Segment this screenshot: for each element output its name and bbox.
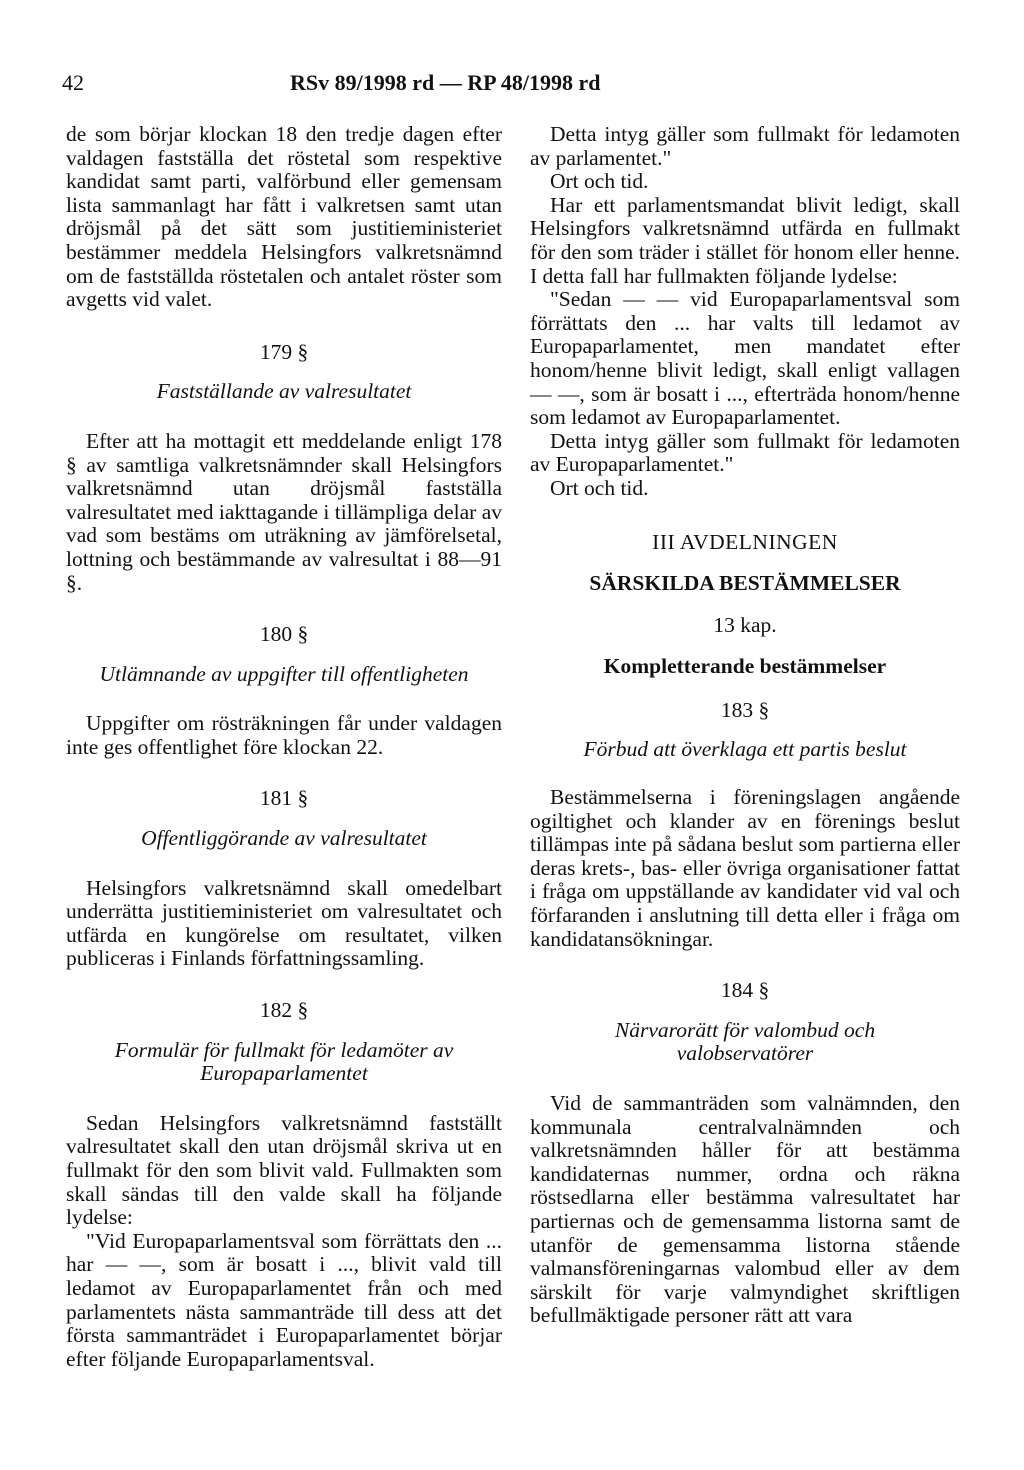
section-180-title: Utlämnande av uppgifter till offentligheten	[99, 661, 469, 686]
section-181-text: Helsingfors valkretsnämnd skall omedelbart underrätta justitieministeriet om valresultatet och utfärda en kungörelse om resultatet, vilken publiceras i Finlands författningssamling.	[66, 875, 502, 971]
section-184-number: 184 §	[720, 978, 770, 1003]
section-182-text-1: Sedan Helsingfors valkretsnämnd fastställt valresultatet skall den utan dröjsmål skriva ut en fullmakt för den som blivit vald. Fullmakten som skall sändas till den valde skall ha följande lydelse:	[66, 1110, 502, 1230]
section-184-text: Vid de sammanträden som valnämnden, den kommunala centralvalnämnden och valkretsnämnden håller för att bestämma kandidaternas nummer, ordna och räkna röstsedlarna eller bestämma valresultatet har partiernas och de gemensamma listorna samt de utanför de gemensamma listorna stående valmansföreningarnas valombud eller av dem särskilt för varje valmyndighet skriftligen befullmäktigade personer rätt att vara	[530, 1091, 960, 1328]
paragraph-sedan: "Sedan — — vid Europaparlamentsval som förrättats den ... har valts till ledamot av Europaparlamentet, men mandatet efter honom/henne blivit ledigt, skall enligt vallagen — —, som är bosatt i ..., efterträda honom/henne som ledamot av Europaparlamentet.	[530, 287, 960, 430]
intro-paragraph: de som börjar klockan 18 den tredje dagen efter valdagen fastställa det röstetal som respektive kandidat samt parti, valförbund eller gemensam lista sammanlagt har fått i valkretsen samt utan dröjsmål på det sätt som justitieministeriet bestämmer meddela Helsingfors valkretsnämnd om de fastställda röstetalen och antalet röster som avgetts vid valet.	[66, 122, 502, 312]
part-heading: III AVDELNINGEN	[652, 529, 838, 554]
section-181-title: Offentliggörande av valresultatet	[141, 826, 427, 851]
running-head: RSv 89/1998 rd — RP 48/1998 rd	[290, 70, 601, 95]
paragraph-ort-1: Ort och tid.	[550, 169, 649, 194]
left-column	[66, 123, 502, 1371]
chapter-title: Kompletterande bestämmelser	[603, 654, 887, 679]
section-183-title: Förbud att överklaga ett partis beslut	[583, 737, 907, 762]
section-179-text: Efter att ha mottagit ett meddelande enligt 178 § av samtliga valkretsnämnder skall Helsingfors valkretsnämnd utan dröjsmål fastställa valresultatet med iakttagande i tillämpliga delar av vad som bestäms om uträkning av jämförelsetal, lottning och bestämmande av valresultat i 88—91 §.	[66, 428, 502, 595]
section-182-number: 182 §	[259, 998, 309, 1023]
paragraph-mandat-ledigt: Har ett parlamentsmandat blivit ledigt, skall Helsingfors valkretsnämnd utfärda en fullmakt för den som träder i stället för honom eller henne. I detta fall har fullmakten följande lydelse:	[530, 192, 960, 288]
paragraph-ort-2: Ort och tid.	[550, 475, 649, 500]
right-column	[530, 123, 960, 1328]
section-180-number: 180 §	[259, 622, 309, 647]
section-180-text: Uppgifter om rösträkningen får under valdagen inte ges offentlighet före klockan 22.	[66, 711, 502, 759]
section-181-number: 181 §	[259, 786, 309, 811]
section-184-title: Närvarorätt för valombud och valobservatörer	[614, 1017, 876, 1066]
page-number: 42	[62, 70, 84, 95]
section-182-title: Formulär för fullmakt för ledamöter av Europaparlamentet	[114, 1037, 454, 1086]
part-title: SÄRSKILDA BESTÄMMELSER	[589, 571, 901, 596]
paragraph-intyg-2: Detta intyg gäller som fullmakt för ledamoten av Europaparlamentet."	[530, 428, 960, 477]
section-183-number: 183 §	[720, 697, 770, 722]
section-182-text-2: "Vid Europaparlamentsval som förrättats den ... har — —, som är bosatt i ..., blivit vald till ledamot av Europaparlamentet från och med parlamentets nästa sammanträde till dess att det första sammanträdet i Europaparlamentet börjar efter följande Europaparlamentsval.	[66, 1228, 502, 1371]
section-183-text: Bestämmelserna i föreningslagen angående ogiltighet och klander av en förenings beslut tillämpas inte på sådana beslut som partierna eller deras krets-, bas- eller övriga organisationer fattat i fråga om uppställande av kandidater vid val och förfaranden i anslutning till detta eller i fråga om kandidatansökningar.	[530, 785, 960, 951]
section-179-number: 179 §	[259, 339, 309, 364]
paragraph-intyg-1: Detta intyg gäller som fullmakt för ledamoten av parlamentet."	[530, 122, 960, 170]
chapter-number: 13 kap.	[713, 612, 777, 637]
section-179-title: Fastställande av valresultatet	[156, 379, 412, 404]
